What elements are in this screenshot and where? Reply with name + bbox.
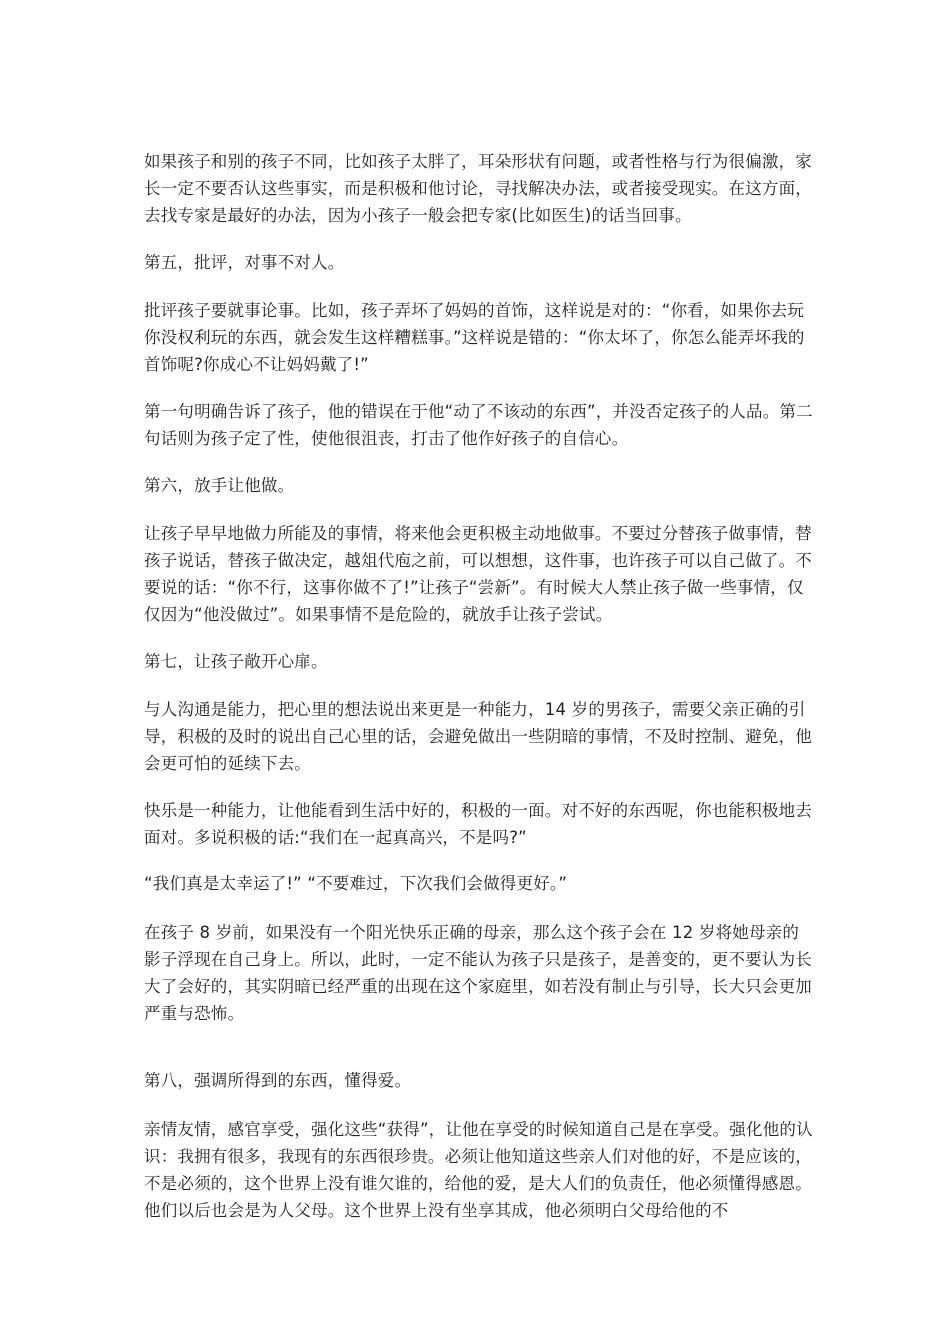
paragraph-4: 让孩子早早地做力所能及的事情，将来他会更积极主动地做事。不要过分替孩子做事情，替孩子说话，替孩子做决定，越俎代庖之前，可以想想，这件事，也许孩子可以自己做了。不要说的话：“你不行，这事你做不了!”让孩子“尝新”。有时候大人禁止孩子做一些事情，仅仅因为“他没做过”。如果事情不是危险的，就放手让孩子尝试。 xyxy=(144,524,812,624)
heading-section-6: 第六，放手让他做。 xyxy=(144,476,295,495)
heading-section-8: 第八，强调所得到的东西，懂得爱。 xyxy=(144,1071,412,1090)
paragraph-6: 快乐是一种能力，让他能看到生活中好的，积极的一面。对不好的东西呢，你也能积极地去面对。多说积极的话:“我们在一起真高兴，不是吗?” xyxy=(144,801,812,847)
paragraph-3: 第一句明确告诉了孩子，他的错误在于他“动了不该动的东西”，并没否定孩子的人品。第二句话则为孩子定了性，使他很沮丧，打击了他作好孩子的自信心。 xyxy=(144,402,813,448)
heading-section-5: 第五，批评，对事不对人。 xyxy=(144,253,345,272)
heading-section-7: 第七，让孩子敞开心扉。 xyxy=(144,652,328,671)
paragraph-7: 在孩子 8 岁前，如果没有一个阳光快乐正确的母亲，那么这个孩子会在 12 岁将她母亲的影子浮现在自己身上。所以，此时，一定不能认为孩子只是孩子，是善变的，更不要认为长大了会好的，其实阴暗已经严重的出现在这个家庭里，如若没有制止与引导，长大只会更加严重与恐怖。 xyxy=(144,923,812,1023)
paragraph-2: 批评孩子要就事论事。比如，孩子弄坏了妈妈的首饰，这样说是对的：“你看，如果你去玩你没权利玩的东西，就会发生这样糟糕事。”这样说是错的：“你太坏了，你怎么能弄坏我的首饰呢?你成心不让妈妈戴了!” xyxy=(144,301,805,374)
quote-line: “我们真是太幸运了!” “不要难过，下次我们会做得更好。” xyxy=(144,874,568,893)
paragraph-8: 亲情友情，感官享受，强化这些“获得”，让他在享受的时候知道自己是在享受。强化他的认识：我拥有很多，我现有的东西很珍贵。必须让他知道这些亲人们对他的好，不是应该的，不是必须的，这个世界上没有谁欠谁的，给他的爱，是大人们的负责任，他必须懂得感恩。他们以后也会是为人父母。这个世界上没有坐享其成，他必须明白父母给他的不 xyxy=(144,1120,813,1220)
paragraph-5: 与人沟通是能力，把心里的想法说出来更是一种能力，14 岁的男孩子，需要父亲正确的引导，积极的及时的说出自己心里的话，会避免做出一些阴暗的事情，不及时控制、避免，他会更可怕的延续下去。 xyxy=(144,700,812,773)
paragraph-1: 如果孩子和别的孩子不同，比如孩子太胖了，耳朵形状有问题，或者性格与行为很偏激，家长一定不要否认这些事实，而是积极和他讨论，寻找解决办法，或者接受现实。在这方面，去找专家是最好的办法，因为小孩子一般会把专家(比如医生)的话当回事。 xyxy=(144,152,812,225)
